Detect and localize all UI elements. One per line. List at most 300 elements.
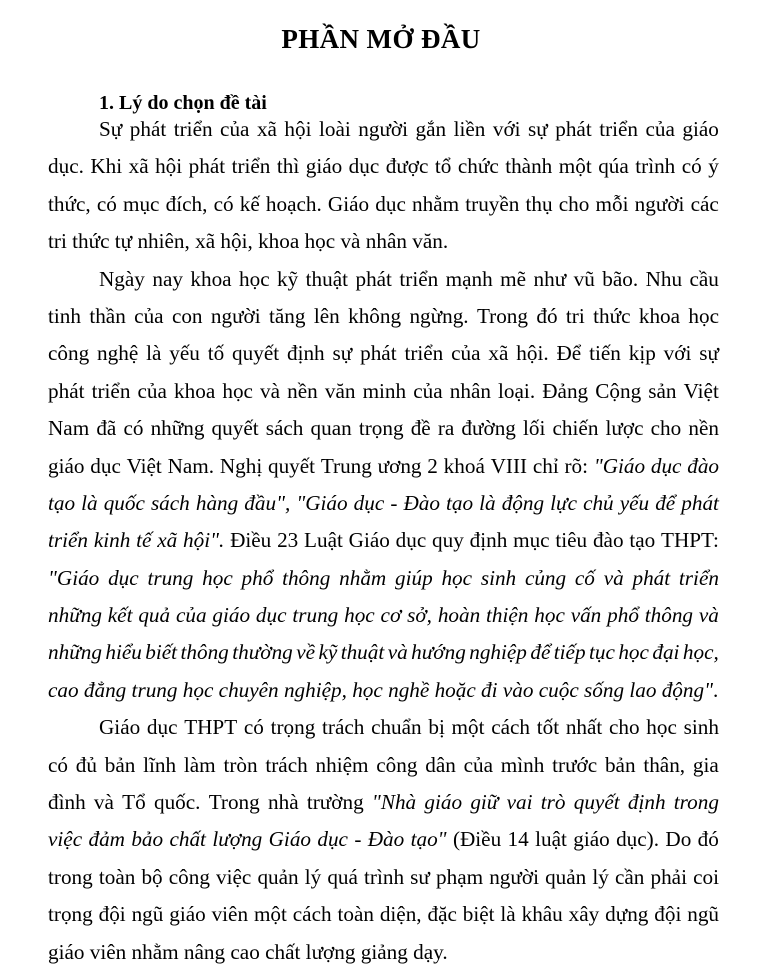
text-word: qúa xyxy=(598,154,629,179)
text-word: dục). xyxy=(616,827,660,852)
text-word: lối xyxy=(523,416,546,441)
text-word: "Nhà xyxy=(371,790,417,815)
text-word: khoa xyxy=(190,266,232,291)
text-word: để xyxy=(655,490,676,515)
text-word: thức xyxy=(593,303,631,328)
text-word: tạo" xyxy=(410,827,447,852)
text-word: chuẩn xyxy=(371,715,422,740)
text-word: phát xyxy=(555,117,592,141)
text-word: việc xyxy=(48,827,83,852)
section-heading-ly-do-chon-de-tai: 1. Lý do chọn đề tài xyxy=(99,91,267,114)
text-word: sinh xyxy=(480,565,517,590)
text-word: coi xyxy=(693,864,719,889)
text-word: quyết xyxy=(232,341,280,366)
text-line xyxy=(48,410,719,447)
text-word: cách xyxy=(491,715,531,740)
text-word: hướng xyxy=(411,640,466,665)
text-word: bảo xyxy=(131,827,164,852)
text-word: học xyxy=(688,303,719,328)
text-word: mình xyxy=(500,752,545,777)
text-word: chiến xyxy=(552,416,599,441)
text-word: giáo xyxy=(424,790,463,815)
text-word: đào xyxy=(687,453,719,478)
text-word: đủ xyxy=(75,752,97,777)
text-word: Giáo xyxy=(268,827,311,852)
text-word: Nam. xyxy=(167,453,215,478)
text-word: của xyxy=(451,341,481,366)
text-word: ra xyxy=(437,416,455,441)
text-word: liền xyxy=(453,117,486,141)
text-word: yếu xyxy=(169,341,200,366)
text-word: nghệ xyxy=(97,341,139,366)
text-word: học xyxy=(441,565,473,590)
text-word: và xyxy=(93,790,114,815)
text-word: hội". xyxy=(183,528,225,553)
text-word: giáo xyxy=(305,154,343,179)
text-word: khoa xyxy=(174,378,216,403)
text-word: phổ xyxy=(241,565,274,590)
text-word: kịp xyxy=(628,341,656,366)
text-word: triển xyxy=(231,154,271,179)
text-word: Để xyxy=(556,341,582,366)
text-word: hoàn xyxy=(437,603,481,628)
text-word: đó xyxy=(697,827,719,852)
text-word: hội xyxy=(155,154,183,179)
text-word: cho xyxy=(558,191,590,216)
text-word: xã xyxy=(157,528,178,553)
text-word: tinh xyxy=(48,303,81,328)
text-word: học, xyxy=(682,640,719,665)
text-word: thần xyxy=(89,303,126,328)
text-word: động xyxy=(501,490,545,515)
text-word: dục xyxy=(146,715,178,740)
text-word: - xyxy=(390,490,398,515)
text-word: Việt xyxy=(126,453,162,478)
text-word: kỹ xyxy=(277,266,299,291)
text-word: tăng xyxy=(269,303,306,328)
text-line xyxy=(48,747,719,784)
text-word: quyết xyxy=(211,416,259,441)
text-word: được xyxy=(385,154,429,179)
text-line xyxy=(48,335,719,372)
text-word: Nam xyxy=(48,416,90,441)
text-word: THPT xyxy=(184,715,238,740)
text-word: trung xyxy=(292,603,339,628)
text-line xyxy=(48,373,719,410)
text-word: thông xyxy=(282,565,331,590)
text-line xyxy=(48,896,719,933)
text-word: hiểu xyxy=(105,640,142,665)
text-word: minh xyxy=(362,378,407,403)
text-word: quyết xyxy=(573,790,620,815)
text-word: thành xyxy=(505,154,553,179)
text-line xyxy=(48,821,719,858)
text-word: rõ: xyxy=(564,453,589,478)
text-word: lý xyxy=(592,864,609,889)
text-line xyxy=(48,859,719,896)
paragraph xyxy=(48,709,719,971)
text-word: học xyxy=(618,640,649,665)
text-word: Nhu xyxy=(645,266,683,291)
text-word: phát xyxy=(48,378,85,403)
text-word: triển xyxy=(48,528,89,553)
text-word: thuật xyxy=(305,266,349,291)
text-word: dục xyxy=(108,565,139,590)
text-word: biết xyxy=(145,640,178,665)
text-word: và xyxy=(603,565,624,590)
text-word: những xyxy=(150,416,205,441)
text-line xyxy=(48,560,719,597)
text-line xyxy=(48,485,719,522)
text-word: bản xyxy=(104,752,136,777)
text-word: hội. xyxy=(516,341,549,366)
text-word: triển xyxy=(399,266,439,291)
text-word: cố xyxy=(574,565,595,590)
text-word: sự xyxy=(528,117,548,141)
text-word: - xyxy=(354,827,362,852)
text-word: tốt xyxy=(536,715,560,740)
text-word: các xyxy=(690,191,719,216)
text-word: Ngày xyxy=(99,266,145,291)
text-word: 2 xyxy=(427,453,438,478)
text-word: Do xyxy=(665,827,692,852)
text-word: của xyxy=(645,117,675,141)
text-word: triển xyxy=(404,341,444,366)
text-word: dục. xyxy=(48,154,84,179)
text-word: biệt xyxy=(462,902,495,927)
text-word: đích, xyxy=(165,191,208,216)
text-word: tạo xyxy=(48,490,76,515)
text-word: định xyxy=(627,790,666,815)
text-word: dục xyxy=(650,453,682,478)
text-word: trung xyxy=(147,565,194,590)
text-word: đội xyxy=(654,902,682,927)
text-word: triển xyxy=(173,117,213,141)
text-word: có xyxy=(96,191,117,216)
text-word: có xyxy=(243,715,264,740)
text-word: làm xyxy=(183,752,216,777)
text-word: mỗi xyxy=(595,191,629,216)
text-word: ngũ xyxy=(687,902,719,927)
text-word: giáo xyxy=(48,453,85,478)
text-run: cao đẳng trung học chuyên nghiệp, học nghề hoặc đi vào cuộc sống lao động" xyxy=(48,677,713,702)
text-word: trọng xyxy=(270,715,316,740)
text-word: của xyxy=(463,752,493,777)
text-word: thuật xyxy=(340,640,385,665)
text-word: trình xyxy=(364,864,405,889)
text-word: cần xyxy=(614,864,645,889)
text-word: học xyxy=(646,715,677,740)
text-word: viên xyxy=(211,902,249,927)
text-word: sách xyxy=(150,490,190,515)
text-line xyxy=(48,709,719,746)
text-word: đình xyxy=(48,790,86,815)
text-word: đó xyxy=(536,303,558,328)
text-word: xã xyxy=(488,341,509,366)
text-word: đề xyxy=(410,416,431,441)
text-run: . xyxy=(713,677,719,702)
text-word: cách xyxy=(292,902,332,927)
text-word: kết xyxy=(107,603,133,628)
text-word: lực xyxy=(550,490,577,515)
page-title: PHẦN MỞ ĐẦU xyxy=(281,24,481,55)
text-word: nghiệp xyxy=(469,640,527,665)
text-word: tạo xyxy=(629,528,656,553)
text-word: Trong xyxy=(208,790,260,815)
text-word: sư xyxy=(410,864,430,889)
text-word: chất xyxy=(169,827,206,852)
text-word: là xyxy=(500,902,516,927)
text-word: nhằm xyxy=(412,191,460,216)
text-word: tế xyxy=(136,528,152,553)
text-word: Trung xyxy=(320,453,372,478)
text-word: sản xyxy=(648,378,677,403)
text-word: trình xyxy=(635,154,676,179)
text-word: Trong xyxy=(476,303,528,328)
text-word: Luật xyxy=(304,528,343,553)
text-word: nhất xyxy=(565,715,603,740)
text-word: Giáo xyxy=(327,191,370,216)
text-word: trách xyxy=(265,752,308,777)
text-word: phải xyxy=(650,864,687,889)
text-line xyxy=(48,148,719,185)
text-word: để xyxy=(530,640,551,665)
text-word: người xyxy=(634,191,685,216)
text-word: tạo xyxy=(446,490,474,515)
text-word: THPT: xyxy=(661,528,719,553)
text-word: thường xyxy=(232,640,293,665)
text-word: người xyxy=(489,864,539,889)
text-line xyxy=(48,111,719,148)
text-word: quy xyxy=(432,528,464,553)
text-word: dục xyxy=(348,154,380,179)
text-word: cơ xyxy=(380,603,402,628)
text-word: ngũ xyxy=(131,902,164,927)
text-word: mạnh xyxy=(445,266,493,291)
text-word: kỹ xyxy=(318,640,338,665)
text-word: đầu", xyxy=(244,490,291,515)
text-word: đội xyxy=(98,902,126,927)
text-word: không xyxy=(348,303,402,328)
text-word: diện, xyxy=(379,902,422,927)
text-word: truyền xyxy=(465,191,520,216)
text-word: là xyxy=(479,490,496,515)
text-word: là xyxy=(146,341,162,366)
text-word: đảm xyxy=(88,827,125,852)
text-word: dục xyxy=(395,528,427,553)
text-word: quả xyxy=(138,603,171,628)
text-word: thông xyxy=(644,603,694,628)
text-word: xã xyxy=(128,154,149,179)
text-word: 14 xyxy=(507,827,529,852)
text-word: ý xyxy=(708,154,719,179)
text-word: hàng xyxy=(195,490,239,515)
text-word: trước xyxy=(552,752,598,777)
text-word: văn xyxy=(324,378,356,403)
text-word: cho xyxy=(650,416,682,441)
text-word: phát xyxy=(360,341,397,366)
document-body xyxy=(48,111,719,971)
text-word: công xyxy=(48,341,90,366)
text-word: trách xyxy=(322,715,365,740)
text-word: của xyxy=(220,117,250,141)
text-word: định xyxy=(286,341,325,366)
text-word: của xyxy=(175,603,207,628)
text-word: phát xyxy=(355,266,392,291)
text-line xyxy=(48,298,719,335)
text-word: loại. xyxy=(498,378,536,403)
text-word: có xyxy=(48,752,68,777)
text-word: sự xyxy=(332,341,353,366)
text-word: toàn xyxy=(337,902,374,927)
text-word: Khi xyxy=(90,154,123,179)
text-word: quốc. xyxy=(153,790,201,815)
text-word: VIII xyxy=(490,453,528,478)
text-word: trong xyxy=(48,864,93,889)
text-word: phát xyxy=(129,117,167,141)
text-word: là xyxy=(81,490,98,515)
text-word: sự xyxy=(699,341,719,366)
text-word: vũ xyxy=(573,266,595,291)
text-word: và xyxy=(260,378,281,403)
text-word: củng xyxy=(524,565,567,590)
text-word: người xyxy=(210,303,261,328)
text-word: nhà xyxy=(268,790,299,815)
text-line xyxy=(48,522,719,559)
text-word: quốc xyxy=(103,490,145,515)
text-word: tiếp xyxy=(553,640,586,665)
text-word: của xyxy=(134,303,164,328)
text-word: công xyxy=(168,864,210,889)
text-word: giáo xyxy=(212,603,251,628)
text-word: dục xyxy=(317,827,348,852)
text-word: trọng xyxy=(48,902,93,927)
text-word: cầu xyxy=(689,266,719,291)
text-word: chủ xyxy=(583,490,614,515)
text-word: phát xyxy=(188,154,226,179)
text-word: đào xyxy=(592,528,624,553)
text-line xyxy=(48,784,719,821)
text-word: học xyxy=(202,565,233,590)
text-word: lĩnh xyxy=(143,752,177,777)
text-word: Đảng xyxy=(542,378,589,403)
text-word: tri xyxy=(565,303,585,328)
text-word: như xyxy=(533,266,567,291)
text-word: về xyxy=(296,640,316,665)
text-word: ngừng. xyxy=(409,303,469,328)
text-word: những xyxy=(48,603,102,628)
text-word: hội xyxy=(284,117,312,141)
text-word: mục xyxy=(513,528,550,553)
text-word: nhân xyxy=(449,378,491,403)
text-word: mục xyxy=(122,191,160,216)
text-word: triển xyxy=(91,378,131,403)
text-word: bản xyxy=(604,752,636,777)
text-word: trọng xyxy=(358,416,404,441)
text-word: dân xyxy=(425,752,456,777)
text-word: giữ xyxy=(470,790,499,815)
text-word: và xyxy=(387,640,408,665)
text-word: tổ xyxy=(434,154,452,179)
text-word: trong xyxy=(673,790,719,815)
text-word: triển xyxy=(678,565,719,590)
text-word: thông xyxy=(180,640,229,665)
text-word: "Giáo xyxy=(48,565,100,590)
text-word: kinh xyxy=(93,528,131,553)
text-word: Nghị xyxy=(219,453,263,478)
text-word: đường xyxy=(461,416,516,441)
text-word: thiện xyxy=(486,603,529,628)
text-word: học xyxy=(222,378,253,403)
text-word: chỉ xyxy=(532,453,559,478)
text-word: trường xyxy=(306,790,364,815)
text-word: giáo xyxy=(169,902,206,927)
text-word: nền xyxy=(688,416,719,441)
text-word: những xyxy=(48,640,102,665)
text-word: luật xyxy=(535,827,567,852)
text-word: đặc xyxy=(427,902,457,927)
text-word: "Giáo xyxy=(593,453,646,478)
text-word: khoá xyxy=(443,453,485,478)
text-word: chức xyxy=(457,154,499,179)
text-word: đã xyxy=(96,416,117,441)
text-line xyxy=(48,672,719,709)
text-word: bão. xyxy=(602,266,639,291)
text-word: Sự xyxy=(99,117,123,141)
text-word: tục xyxy=(589,640,615,665)
text-word: thụ xyxy=(525,191,553,216)
text-word: nền xyxy=(287,378,318,403)
text-word: mẽ xyxy=(500,266,527,291)
text-word: khoa xyxy=(638,303,681,328)
text-word: cho xyxy=(609,715,640,740)
text-word: thân, xyxy=(643,752,686,777)
text-word: và xyxy=(698,603,719,628)
text-word: triển xyxy=(599,117,639,141)
text-word: bộ xyxy=(141,864,163,889)
text-word: Việt xyxy=(683,378,719,403)
text-word: Giáo xyxy=(348,528,390,553)
text-word: giáo xyxy=(682,117,719,141)
text-word: người xyxy=(358,117,409,141)
text-word: gắn xyxy=(415,117,447,141)
text-word: Cộng xyxy=(595,378,642,403)
text-word: có xyxy=(681,154,702,179)
text-word: giáo xyxy=(573,827,610,852)
text-word: tiêu xyxy=(555,528,588,553)
text-word: dục xyxy=(90,453,121,478)
text-word: kế xyxy=(239,191,260,216)
text-word: lên xyxy=(313,303,340,328)
text-word: hoạch. xyxy=(265,191,322,216)
text-word: công xyxy=(376,752,418,777)
text-word: (Điều xyxy=(452,827,502,852)
text-word: với xyxy=(492,117,521,141)
text-line xyxy=(48,597,719,634)
text-word: loài xyxy=(318,117,351,141)
text-word: xã xyxy=(256,117,277,141)
text-word: lượng xyxy=(212,827,263,852)
text-word: giúp xyxy=(395,565,433,590)
text-word: dục xyxy=(255,603,287,628)
text-word: bị xyxy=(428,715,445,740)
text-word: việc xyxy=(216,864,252,889)
text-word: với xyxy=(663,341,692,366)
paragraph xyxy=(48,111,719,261)
text-word: quan xyxy=(310,416,352,441)
text-word: của xyxy=(413,378,443,403)
text-word: sách xyxy=(265,416,304,441)
